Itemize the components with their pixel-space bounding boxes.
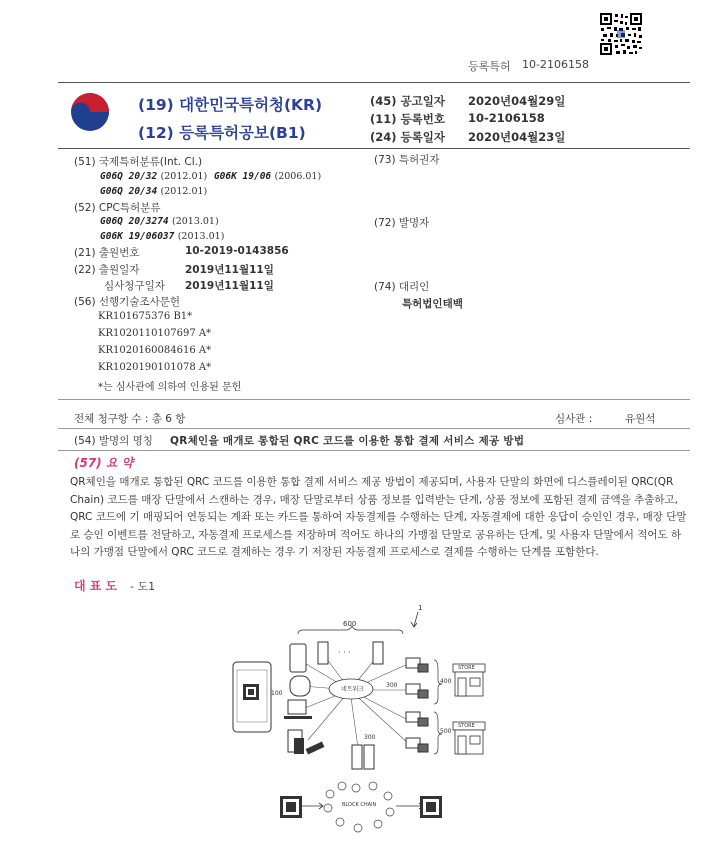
divider-claims (58, 428, 690, 429)
fig-dots: · · · (338, 648, 351, 657)
fig-ref-400: 400 (440, 678, 452, 685)
ipc-line-1: G06Q 20/32 (2012.01) G06K 19/06 (2006.01) (100, 171, 322, 182)
header-qr-code (599, 12, 643, 56)
prior-art-label: (56) 선행기술조사문헌 (74, 296, 181, 308)
title-office: (19) 대한민국특허청(KR) (138, 96, 323, 114)
abstract-text: QR체인을 매개로 통합된 QRC 코드를 이용한 통합 결제 서비스 제공 방법이 제공되며, 사용자 단말의 화면에 디스플레이된 QRC(QR Chain) 코드를 매장 단말에서 스캔하는 경우, 매장 단말로부터 상품 정보를 입력받는 단계, 상품 정보에 포함된 결제 금액을 추출하고, QRC 코드에 기 매핑되어 연동되는 계좌 또는 카드를 통하여 자동결제를 수행하는 단계, 자동결제에 대한 응답이 승인인 경우, 매장 단말로 승인 이벤트를 전달하고, 자동결제 프로세스를 저장하며 적어도 하나의 가맹점 단말로 공유하는 단계, 및 사용자 단말에서 적어도 하나의 가맹점 단말에서 QRC 코드로 결제하는 경우 기 저장된 자동결제 프로세스로 결제를 수행하는 단계를 포함한다. (70, 476, 687, 558)
cpc-line-2: G06K 19/06037 (2013.01) (100, 231, 225, 242)
holder-label: (73) 특허권자 (374, 154, 440, 166)
app-date-value: 2019년11월11일 (185, 264, 274, 276)
agent-value: 특허법인태백 (402, 298, 463, 310)
cpc-label: (52) CPC특허분류 (74, 202, 161, 214)
exam-date-label: 심사청구일자 (104, 280, 165, 292)
prior-art-3: KR1020160084616 A* (98, 345, 212, 356)
fig-ref-300b: 300 (364, 734, 376, 741)
title-gazette: (12) 등록특허공보(B1) (138, 124, 306, 142)
fig-store-1: STORE (458, 665, 475, 671)
examiner-label: 심사관 : (555, 413, 593, 425)
invention-title-label: (54) 발명의 명칭 (74, 435, 153, 447)
prior-art-4: KR1020190101078 A* (98, 362, 212, 373)
divider-title (58, 148, 690, 149)
prior-art-1: KR101675376 B1* (98, 311, 193, 322)
fig-ref-100: 100 (271, 690, 283, 697)
header-reg-label: 등록특허 (468, 60, 511, 73)
representative-figure (228, 600, 488, 848)
rep-drawing-label: 대 표 도 (74, 579, 118, 593)
app-no-value: 10-2019-0143856 (185, 245, 289, 257)
inventor-label: (72) 발명자 (374, 217, 430, 229)
fig-ref-1: 1 (418, 604, 423, 612)
app-date-label: (22) 출원일자 (74, 264, 140, 276)
pub-date-row: (45) 공고일자 2020년04월29일 (370, 94, 566, 108)
examiner-name: 유원석 (625, 413, 656, 425)
exam-date-value: 2019년11월11일 (185, 280, 274, 292)
reg-date-row: (24) 등록일자 2020년04월23일 (370, 130, 566, 144)
prior-art-2: KR1020110107697 A* (98, 328, 212, 339)
fig-store-2: STORE (458, 723, 475, 729)
header-reg-number: 10-2106158 (522, 58, 589, 71)
divider-top (58, 82, 690, 83)
fig-ref-500: 500 (440, 728, 452, 735)
kipo-logo (70, 92, 110, 132)
agent-label: (74) 대리인 (374, 281, 430, 293)
reg-number-row: (11) 등록번호 10-2106158 (370, 111, 545, 126)
fig-ref-600: 600 (343, 620, 357, 628)
fig-network-label: 네트워크 (341, 686, 365, 693)
ipc-label: (51) 국제특허분류(Int. Cl.) (74, 156, 203, 168)
invention-title-value: QR체인을 매개로 통합된 QRC 코드를 이용한 통합 결제 서비스 제공 방법 (170, 435, 525, 447)
divider-biblio (58, 399, 690, 400)
total-claims: 전체 청구항 수 : 총 6 항 (74, 413, 186, 425)
abstract-heading: (57) 요 약 (74, 456, 134, 470)
rep-drawing-value: - 도1 (130, 580, 156, 593)
prior-art-note: *는 심사관에 의하여 인용된 문헌 (98, 382, 242, 393)
fig-blockchain-label: BLOCK CHAIN (342, 802, 377, 808)
divider-invention-title (58, 450, 690, 451)
cpc-line-1: G06Q 20/3274 (2013.01) (100, 216, 219, 227)
app-no-label: (21) 출원번호 (74, 247, 140, 259)
ipc-line-2: G06Q 20/34 (2012.01) (100, 186, 208, 197)
fig-ref-300a: 300 (386, 682, 398, 689)
